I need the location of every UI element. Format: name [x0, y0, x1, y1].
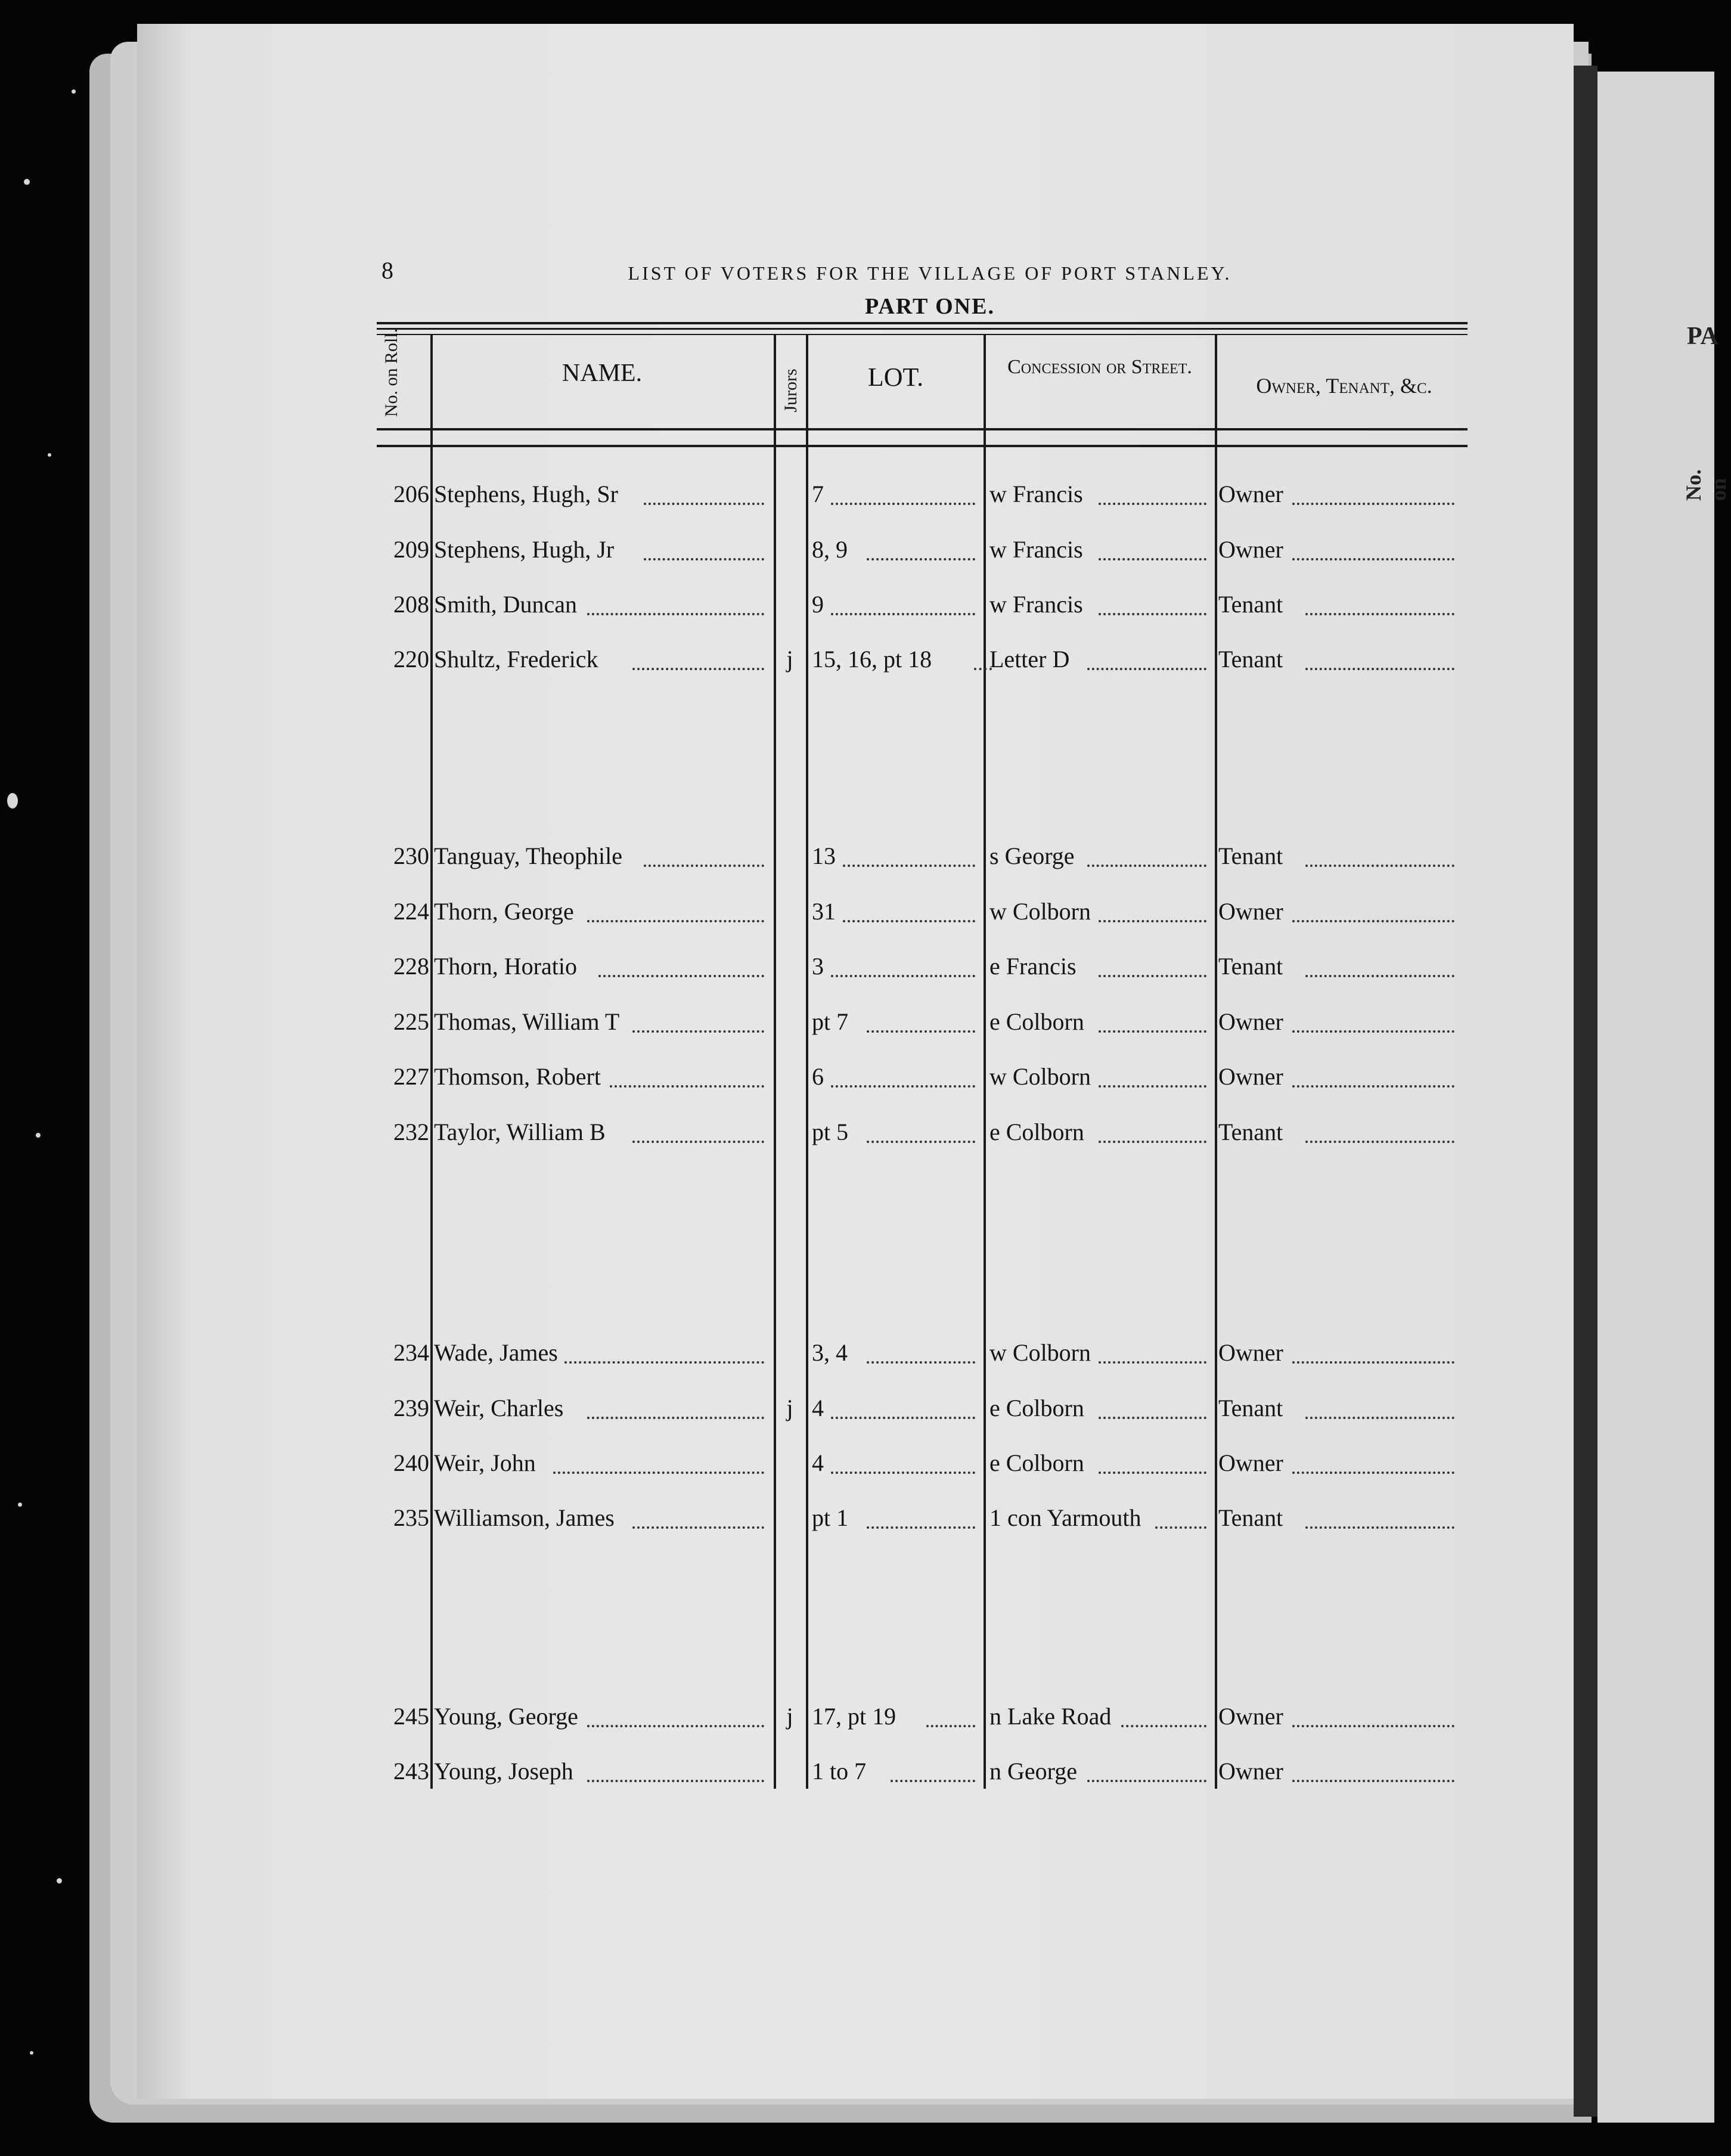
header-jurors: Jurors	[781, 368, 801, 413]
dot-leader	[587, 1417, 764, 1419]
column-divider	[806, 334, 808, 1789]
concession-street: n George	[989, 1758, 1077, 1785]
dot-leader	[1099, 1417, 1206, 1419]
dot-leader	[831, 1085, 975, 1088]
lot-value: 4	[812, 1395, 824, 1421]
dot-leader	[1155, 1526, 1206, 1529]
dot-leader	[632, 1141, 764, 1143]
concession-street: w Colborn	[989, 1339, 1091, 1366]
dot-leader	[632, 668, 764, 670]
lot-value: 3, 4	[812, 1339, 848, 1366]
dot-leader	[831, 503, 975, 505]
dot-leader	[587, 920, 764, 922]
dot-leader	[1099, 975, 1206, 977]
lot-value: 13	[812, 842, 836, 869]
dot-leader	[843, 865, 975, 867]
dot-leader	[1099, 503, 1206, 505]
lot-value: 31	[812, 898, 836, 925]
concession-street: e Francis	[989, 953, 1077, 980]
column-divider	[1215, 334, 1217, 1789]
next-page-fragment	[1597, 72, 1730, 2123]
dot-leader	[831, 975, 975, 977]
roll-number: 209	[393, 536, 429, 563]
owner-tenant-status: Tenant	[1218, 1504, 1283, 1531]
header-rule-top	[377, 322, 1468, 324]
roll-number: 234	[393, 1339, 429, 1366]
concession-street: e Colborn	[989, 1395, 1084, 1421]
owner-tenant-status: Owner	[1218, 481, 1283, 507]
lot-value: 3	[812, 953, 824, 980]
next-page-header: PA	[1687, 323, 1718, 350]
roll-number: 243	[393, 1758, 429, 1785]
dot-leader	[867, 1526, 975, 1529]
dot-leader	[632, 1030, 764, 1033]
dot-leader	[1292, 1030, 1454, 1033]
juror-mark: j	[786, 1395, 793, 1421]
dot-leader	[891, 1780, 975, 1782]
voter-name: Thomson, Robert	[434, 1063, 601, 1090]
dot-leader	[1099, 1472, 1206, 1474]
column-divider	[774, 334, 776, 1789]
lot-value: pt 1	[812, 1504, 849, 1531]
document-page	[137, 24, 1574, 2099]
dot-leader	[553, 1472, 764, 1474]
voter-name: Thorn, Horatio	[434, 953, 577, 980]
concession-street: w Francis	[989, 536, 1083, 563]
owner-tenant-status: Owner	[1218, 1063, 1283, 1090]
dot-leader	[974, 668, 992, 670]
dot-leader	[831, 1472, 975, 1474]
concession-street: w Francis	[989, 591, 1083, 618]
header-rule-bottom	[377, 445, 1468, 447]
concession-street: w Colborn	[989, 898, 1091, 925]
lot-value: 4	[812, 1449, 824, 1476]
header-rule-top	[377, 328, 1468, 330]
roll-number: 239	[393, 1395, 429, 1421]
owner-tenant-status: Owner	[1218, 1449, 1283, 1476]
dot-leader	[1087, 865, 1206, 867]
voter-name: Young, Joseph	[434, 1758, 573, 1785]
part-heading: PART ONE.	[865, 294, 995, 319]
roll-number: 224	[393, 898, 429, 925]
owner-tenant-status: Tenant	[1218, 953, 1283, 980]
dot-leader	[1292, 1085, 1454, 1088]
lot-value: pt 7	[812, 1008, 849, 1035]
lot-value: 9	[812, 591, 824, 618]
dot-leader	[1099, 1361, 1206, 1364]
dot-leader	[1099, 920, 1206, 922]
dot-leader	[587, 1780, 764, 1782]
dot-leader	[644, 558, 764, 560]
lot-value: 8, 9	[812, 536, 848, 563]
dot-leader	[1292, 503, 1454, 505]
dot-leader	[831, 613, 975, 615]
column-divider	[984, 334, 986, 1789]
dot-leader	[1305, 975, 1454, 977]
header-name: NAME.	[562, 360, 643, 387]
voter-name: Wade, James	[434, 1339, 558, 1366]
dot-leader	[1099, 1141, 1206, 1143]
dot-leader	[598, 975, 764, 977]
roll-number: 225	[393, 1008, 429, 1035]
dot-leader	[1099, 1030, 1206, 1033]
dot-leader	[867, 558, 975, 560]
dot-leader	[1305, 668, 1454, 670]
concession-street: e Colborn	[989, 1449, 1084, 1476]
roll-number: 230	[393, 842, 429, 869]
dot-leader	[632, 1526, 764, 1529]
concession-street: s George	[989, 842, 1075, 869]
header-rule-bottom	[377, 428, 1468, 430]
dot-leader	[1099, 1085, 1206, 1088]
lot-value: pt 5	[812, 1119, 849, 1145]
dot-leader	[1305, 1526, 1454, 1529]
dot-leader	[1292, 920, 1454, 922]
voter-name: Taylor, William B	[434, 1119, 606, 1145]
lot-value: 1 to 7	[812, 1758, 867, 1785]
dot-leader	[1099, 613, 1206, 615]
voter-name: Thorn, George	[434, 898, 574, 925]
concession-street: n Lake Road	[989, 1703, 1112, 1730]
dot-leader	[1121, 1725, 1206, 1727]
concession-street: 1 con Yarmouth	[989, 1504, 1141, 1531]
concession-street: w Colborn	[989, 1063, 1091, 1090]
owner-tenant-status: Owner	[1218, 1703, 1283, 1730]
page-number: 8	[381, 257, 393, 284]
roll-number: 227	[393, 1063, 429, 1090]
dot-leader	[926, 1725, 975, 1727]
dot-leader	[1292, 1725, 1454, 1727]
owner-tenant-status: Owner	[1218, 536, 1283, 563]
dot-leader	[564, 1361, 764, 1364]
header-lot: LOT.	[867, 363, 924, 392]
next-page-column: No. on	[1682, 469, 1730, 501]
concession-street: e Colborn	[989, 1119, 1084, 1145]
voter-name: Shultz, Frederick	[434, 646, 598, 673]
lot-value: 15, 16, pt 18	[812, 646, 932, 673]
roll-number: 232	[393, 1119, 429, 1145]
dot-leader	[644, 503, 764, 505]
dot-leader	[867, 1141, 975, 1143]
dot-leader	[867, 1361, 975, 1364]
voter-name: Thomas, William T	[434, 1008, 620, 1035]
dot-leader	[644, 865, 764, 867]
roll-number: 245	[393, 1703, 429, 1730]
header-owner-tenant: Owner, Tenant, &c.	[1256, 374, 1432, 398]
roll-number: 228	[393, 953, 429, 980]
column-divider	[430, 334, 433, 1789]
voter-name: Stephens, Hugh, Jr	[434, 536, 615, 563]
page-title: LIST OF VOTERS FOR THE VILLAGE OF PORT STANLEY.	[628, 262, 1232, 284]
dot-leader	[1305, 613, 1454, 615]
voter-name: Weir, Charles	[434, 1395, 564, 1421]
dot-leader	[1305, 865, 1454, 867]
lot-value: 7	[812, 481, 824, 507]
owner-tenant-status: Owner	[1218, 1008, 1283, 1035]
voter-name: Tanguay, Theophile	[434, 842, 622, 869]
header-concession: Concession or Street.	[1007, 356, 1192, 378]
dot-leader	[1305, 1417, 1454, 1419]
dot-leader	[867, 1030, 975, 1033]
dot-leader	[1087, 668, 1206, 670]
concession-street: w Francis	[989, 481, 1083, 507]
voter-name: Stephens, Hugh, Sr	[434, 481, 618, 507]
roll-number: 206	[393, 481, 429, 507]
owner-tenant-status: Owner	[1218, 1758, 1283, 1785]
voter-name: Smith, Duncan	[434, 591, 577, 618]
owner-tenant-status: Tenant	[1218, 1395, 1283, 1421]
lot-value: 17, pt 19	[812, 1703, 896, 1730]
juror-mark: j	[786, 646, 793, 673]
dot-leader	[1292, 558, 1454, 560]
dot-leader	[1292, 1780, 1454, 1782]
concession-street: e Colborn	[989, 1008, 1084, 1035]
voter-name: Weir, John	[434, 1449, 536, 1476]
juror-mark: j	[786, 1703, 793, 1730]
roll-number: 240	[393, 1449, 429, 1476]
header-rule-top	[377, 334, 1468, 335]
dot-leader	[587, 1725, 764, 1727]
book-spine	[1574, 66, 1597, 2117]
lot-value: 6	[812, 1063, 824, 1090]
roll-number: 235	[393, 1504, 429, 1531]
roll-number: 208	[393, 591, 429, 618]
dot-leader	[1099, 558, 1206, 560]
concession-street: Letter D	[989, 646, 1070, 673]
owner-tenant-status: Owner	[1218, 898, 1283, 925]
owner-tenant-status: Tenant	[1218, 1119, 1283, 1145]
dot-leader	[1292, 1472, 1454, 1474]
dot-leader	[587, 613, 764, 615]
owner-tenant-status: Tenant	[1218, 591, 1283, 618]
header-roll: No. on Roll.	[381, 328, 401, 417]
dot-leader	[831, 1417, 975, 1419]
owner-tenant-status: Tenant	[1218, 842, 1283, 869]
dot-leader	[843, 920, 975, 922]
dot-leader	[1087, 1780, 1206, 1782]
owner-tenant-status: Owner	[1218, 1339, 1283, 1366]
dot-leader	[1305, 1141, 1454, 1143]
dot-leader	[610, 1085, 764, 1088]
voter-name: Williamson, James	[434, 1504, 615, 1531]
dot-leader	[1292, 1361, 1454, 1364]
voter-name: Young, George	[434, 1703, 578, 1730]
owner-tenant-status: Tenant	[1218, 646, 1283, 673]
roll-number: 220	[393, 646, 429, 673]
